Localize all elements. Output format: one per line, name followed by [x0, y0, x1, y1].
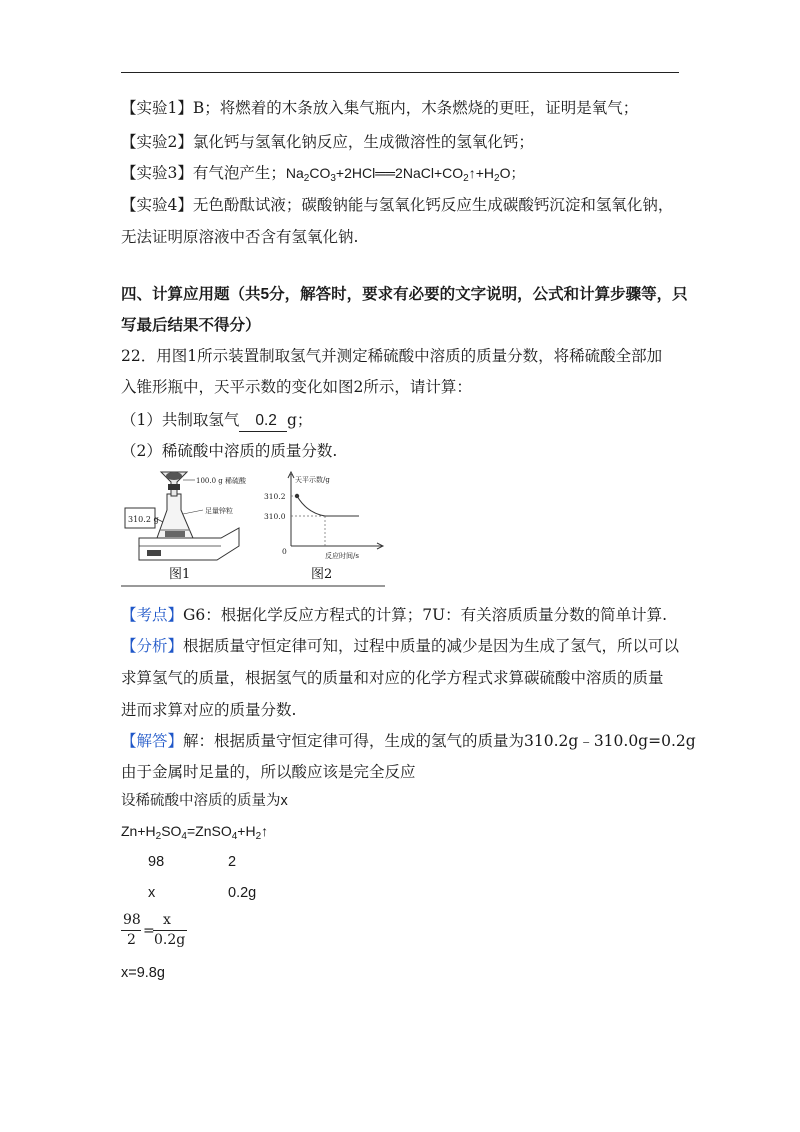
- fig2-tick-310-0: 310.0: [264, 512, 286, 521]
- fig2-ylabel: 天平示数/g: [295, 476, 330, 484]
- exp3-text: 有气泡产生；: [192, 164, 286, 182]
- jieda-tag: 【解答】: [121, 732, 184, 750]
- fig1-caption: 图1: [169, 567, 191, 582]
- solution-eq-2: 2: [228, 854, 237, 870]
- fenxi-line3: 进而求算对应的质量分数.: [121, 701, 297, 719]
- fenxi-line1: [121, 636, 679, 656]
- fig1-bottle-label: 100.0 g 稀硫酸: [196, 477, 246, 485]
- figure-block: [121, 466, 385, 592]
- jieda-text-1: 解：根据质量守恒定律可得，生成的氢气的质量为310.2g﹣310.0g=0.2g: [183, 732, 696, 750]
- exp3-equation: $Na_2CO_3+2HCl══2NaCl+CO_2↑+H_2O$；: [285, 165, 525, 184]
- q22-sub1-unit: g；: [286, 411, 313, 429]
- fig2-caption: 图2: [311, 567, 333, 582]
- solution-eq-98: 98: [148, 854, 165, 870]
- exp4-cont: 无法证明原溶液中否含有氢氧化钠.: [121, 228, 359, 246]
- fig2-origin: 0: [282, 547, 287, 556]
- frac-bar-1: [121, 930, 141, 931]
- solution-eq-0-2g: 0.2g: [228, 885, 257, 901]
- exp3-tag: 【实验3】: [121, 164, 193, 182]
- q22-sub1: [121, 410, 312, 432]
- exp1-line: [121, 98, 638, 118]
- q22-sub1-prefix: （1）共制取氢气: [121, 411, 240, 429]
- fig2-tick-310-2: 310.2: [264, 492, 286, 501]
- exp3-line: [121, 163, 524, 183]
- kaodian-line: [121, 605, 667, 625]
- figure-svg: [121, 466, 385, 592]
- q22-line1: 22．用图1所示装置制取氢气并测定稀硫酸中溶质的质量分数，将稀硫酸全部加: [121, 347, 663, 365]
- exp4-tag: 【实验4】: [121, 196, 193, 214]
- solution-set: 设稀硫酸中溶质的质量为x: [121, 793, 288, 809]
- header-rule: [121, 72, 679, 73]
- fig1-display-text: 310.2 g: [128, 515, 159, 524]
- solution-result: x=9.8g: [121, 965, 165, 981]
- kaodian-tag: 【考点】: [121, 606, 184, 624]
- section-heading-line1: 四、计算应用题（共5分，解答时，要求有必要的文字说明，公式和计算步骤等，只: [121, 286, 688, 303]
- frac-den-2: 2: [127, 932, 136, 948]
- q22-line2: 入锥形瓶中，天平示数的变化如图2所示，请计算：: [121, 378, 472, 396]
- exp1-tag: 【实验1】: [121, 99, 193, 117]
- q22-sub2: （2）稀硫酸中溶质的质量分数.: [121, 442, 338, 460]
- fig1-zinc-label: 足量锌粒: [205, 507, 233, 515]
- exp2-text: 氯化钙与氢氧化钠反应，生成微溶性的氢氧化钙；: [192, 133, 534, 151]
- figure2-graph: [264, 472, 383, 560]
- solution-equation: $Zn+H_2SO_4=ZnSO_4+H_2↑$: [121, 823, 269, 842]
- solution-eq-x: x: [148, 885, 156, 901]
- kaodian-text: G6：根据化学反应方程式的计算；7U：有关溶质质量分数的简单计算.: [183, 606, 668, 624]
- figure1-apparatus: [125, 472, 247, 560]
- exp4-text: 无色酚酞试液；碳酸钠能与氢氧化钙反应生成碳酸钙沉淀和氢氧化钠，: [192, 196, 674, 214]
- jieda-line1: [121, 731, 696, 751]
- jieda-line2: 由于金属时足量的，所以酸应该是完全反应: [121, 763, 416, 781]
- q22-sub1-answer: 0.2: [239, 411, 287, 432]
- exp2-tag: 【实验2】: [121, 133, 193, 151]
- exp1-text: B；将燃着的木条放入集气瓶内，木条燃烧的更旺，证明是氧气；: [192, 99, 639, 117]
- frac-equals: =: [143, 923, 155, 939]
- frac-den-0-2g: 0.2g: [154, 932, 186, 948]
- fenxi-text-1: 根据质量守恒定律可知，过程中质量的减少是因为生成了氢气，所以可以: [183, 637, 680, 655]
- frac-num-98: 98: [123, 912, 141, 928]
- frac-bar-2: [153, 930, 187, 931]
- exp4-line: [121, 195, 673, 215]
- fenxi-tag: 【分析】: [121, 637, 184, 655]
- exp2-line: [121, 132, 534, 152]
- fenxi-line2: 求算氢气的质量，根据氢气的质量和对应的化学方程式求算碳硫酸中溶质的质量: [121, 669, 664, 687]
- section-heading-line2: 写最后结果不得分）: [121, 317, 261, 334]
- frac-num-x: x: [163, 912, 171, 928]
- fig2-xlabel: 反应时间/s: [325, 552, 359, 560]
